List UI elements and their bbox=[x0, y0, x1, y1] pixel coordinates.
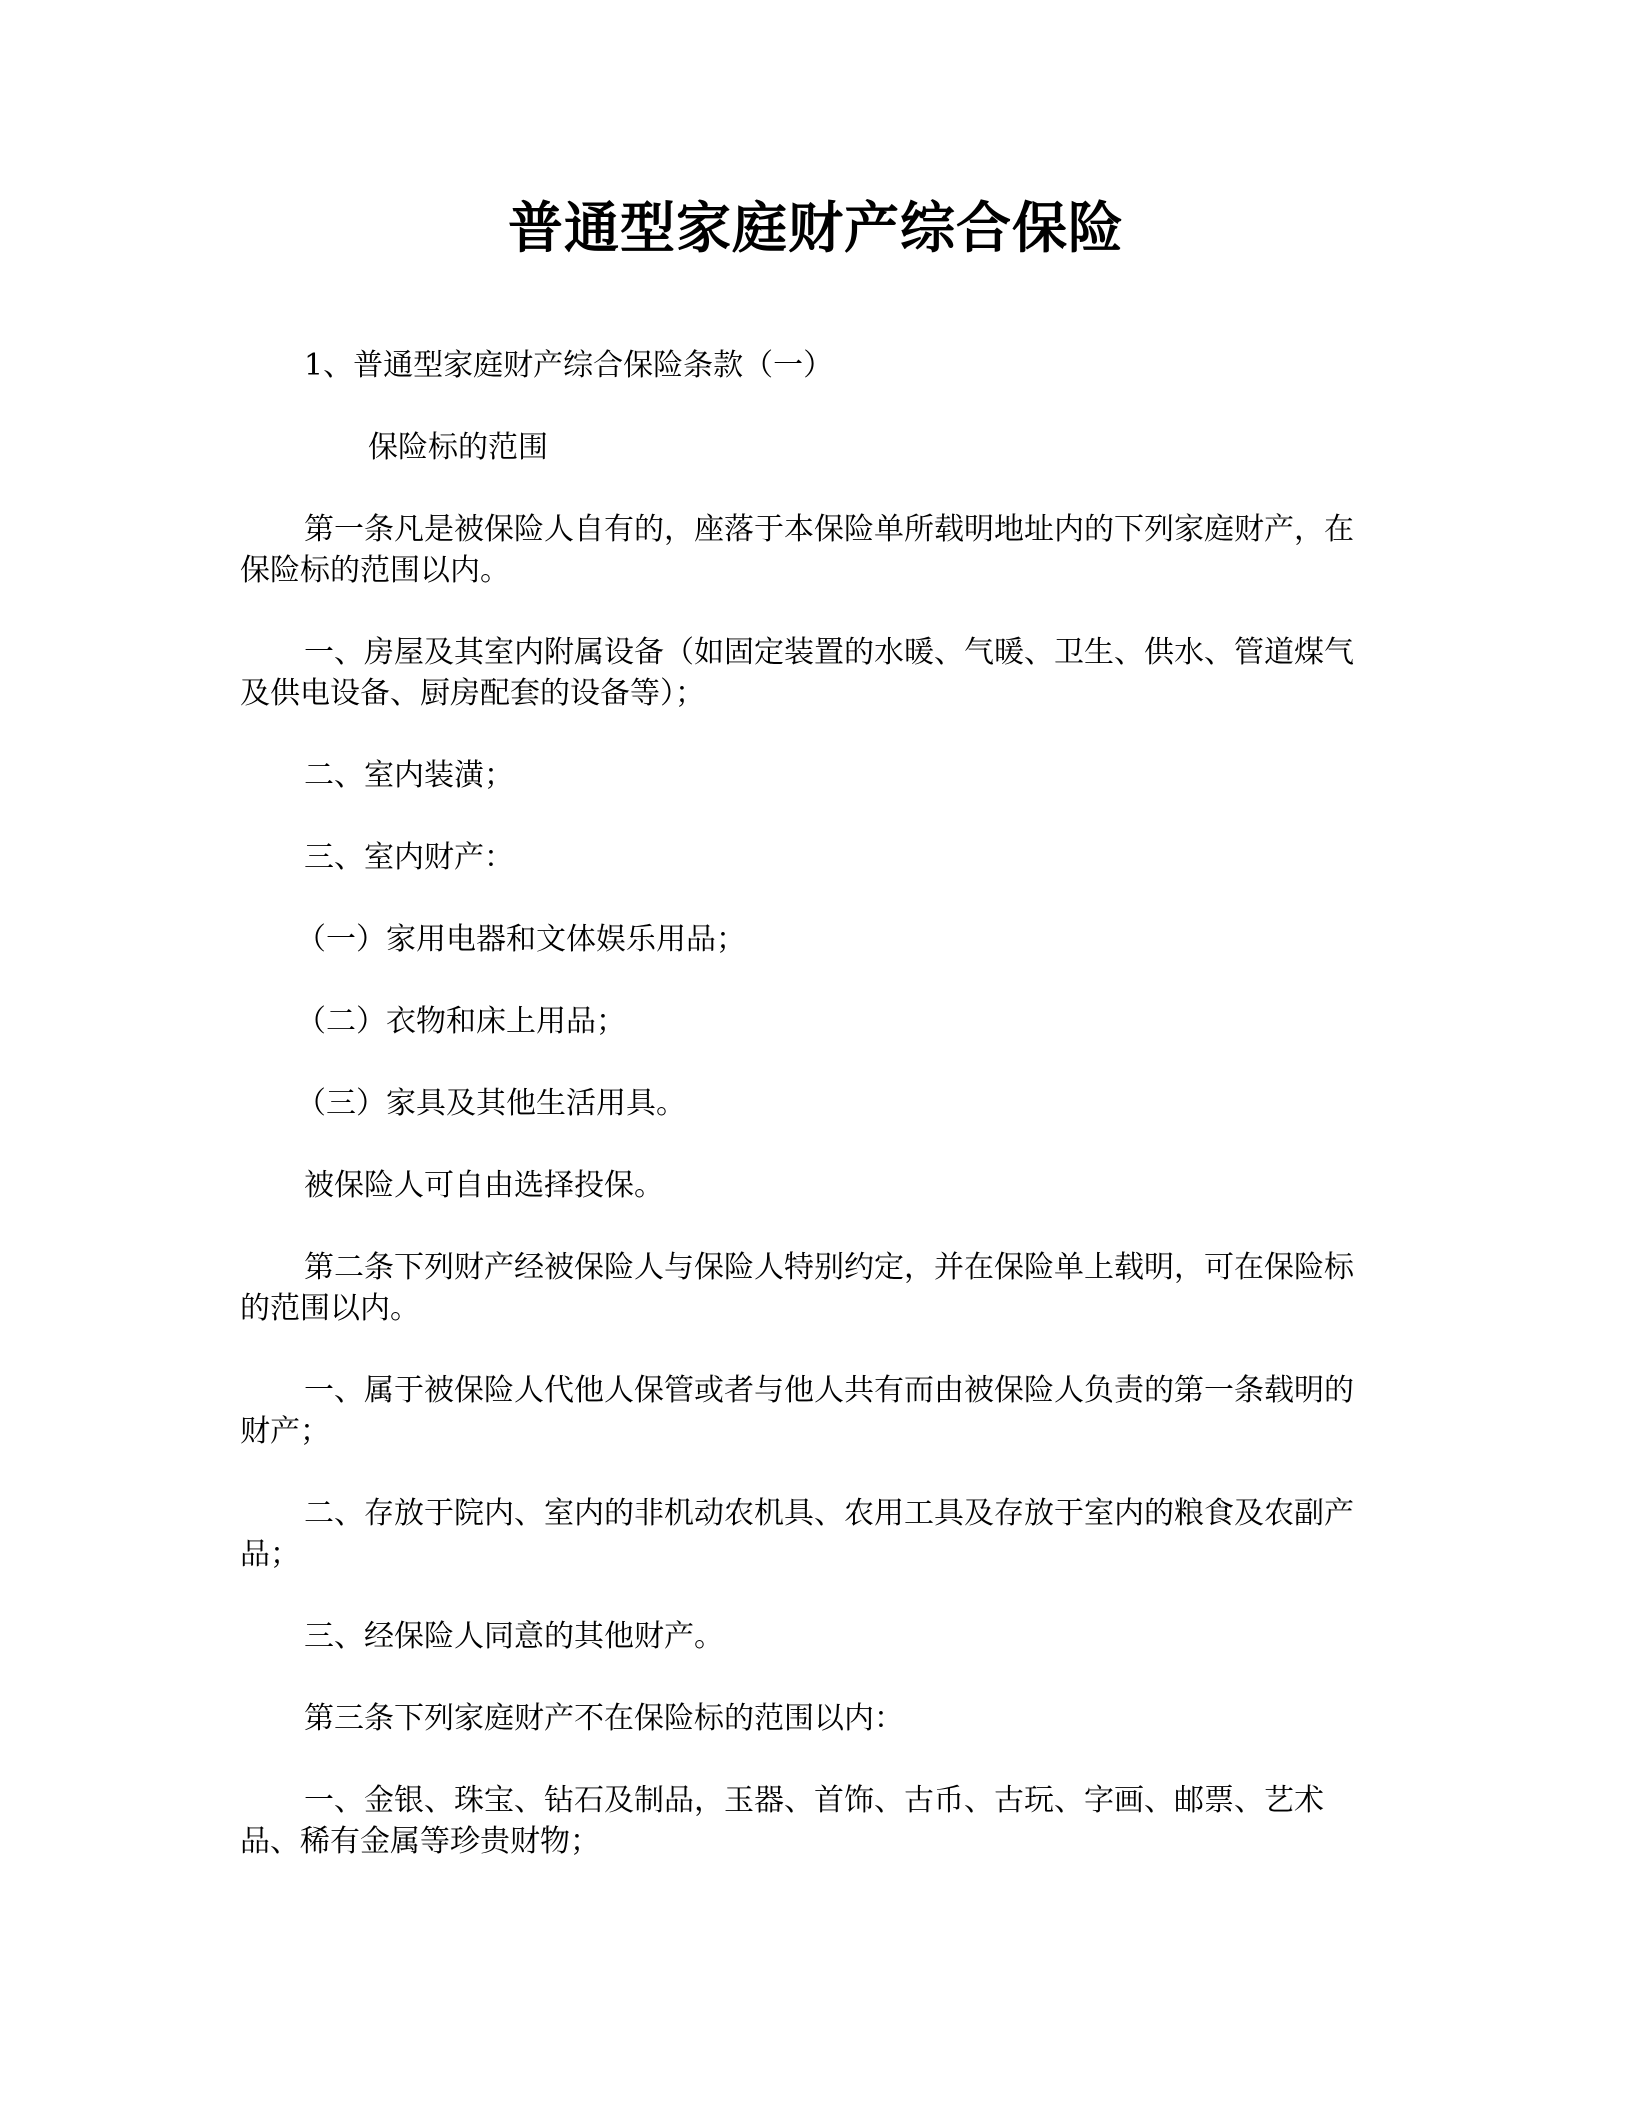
paragraph: （二）衣物和床上用品； bbox=[296, 1004, 626, 1039]
paragraph: 1、普通型家庭财产综合保险条款（一） bbox=[304, 348, 834, 383]
paragraph: 二、存放于院内、室内的非机动农机具、农用工具及存放于室内的粮食及农副产品； bbox=[240, 1496, 1354, 1572]
paragraph: 被保险人可自由选择投保。 bbox=[304, 1168, 664, 1203]
document-body bbox=[240, 345, 1380, 1903]
paragraph: 一、属于被保险人代他人保管或者与他人共有而由被保险人负责的第一条载明的财产； bbox=[240, 1373, 1354, 1449]
paragraph: （三）家具及其他生活用具。 bbox=[296, 1086, 686, 1121]
paragraph: 一、房屋及其室内附属设备（如固定装置的水暖、气暖、卫生、供水、管道煤气及供电设备、厨房配套的设备等）； bbox=[240, 635, 1354, 711]
paragraph: 第一条凡是被保险人自有的，座落于本保险单所载明地址内的下列家庭财产，在保险标的范围以内。 bbox=[240, 512, 1354, 588]
paragraph: 第三条下列家庭财产不在保险标的范围以内： bbox=[304, 1701, 904, 1736]
document-title: 普通型家庭财产综合保险 bbox=[507, 196, 1124, 260]
paragraph: 一、金银、珠宝、钻石及制品，玉器、首饰、古币、古玩、字画、邮票、艺术品、稀有金属等珍贵财物； bbox=[240, 1783, 1324, 1859]
paragraph: （一）家用电器和文体娱乐用品； bbox=[296, 922, 746, 957]
paragraph: 第二条下列财产经被保险人与保险人特别约定，并在保险单上载明，可在保险标的范围以内。 bbox=[240, 1250, 1354, 1326]
paragraph: 保险标的范围 bbox=[368, 430, 548, 465]
paragraph: 二、室内装潢； bbox=[304, 758, 514, 793]
paragraph: 三、室内财产： bbox=[304, 840, 514, 875]
paragraph: 三、经保险人同意的其他财产。 bbox=[304, 1619, 724, 1654]
